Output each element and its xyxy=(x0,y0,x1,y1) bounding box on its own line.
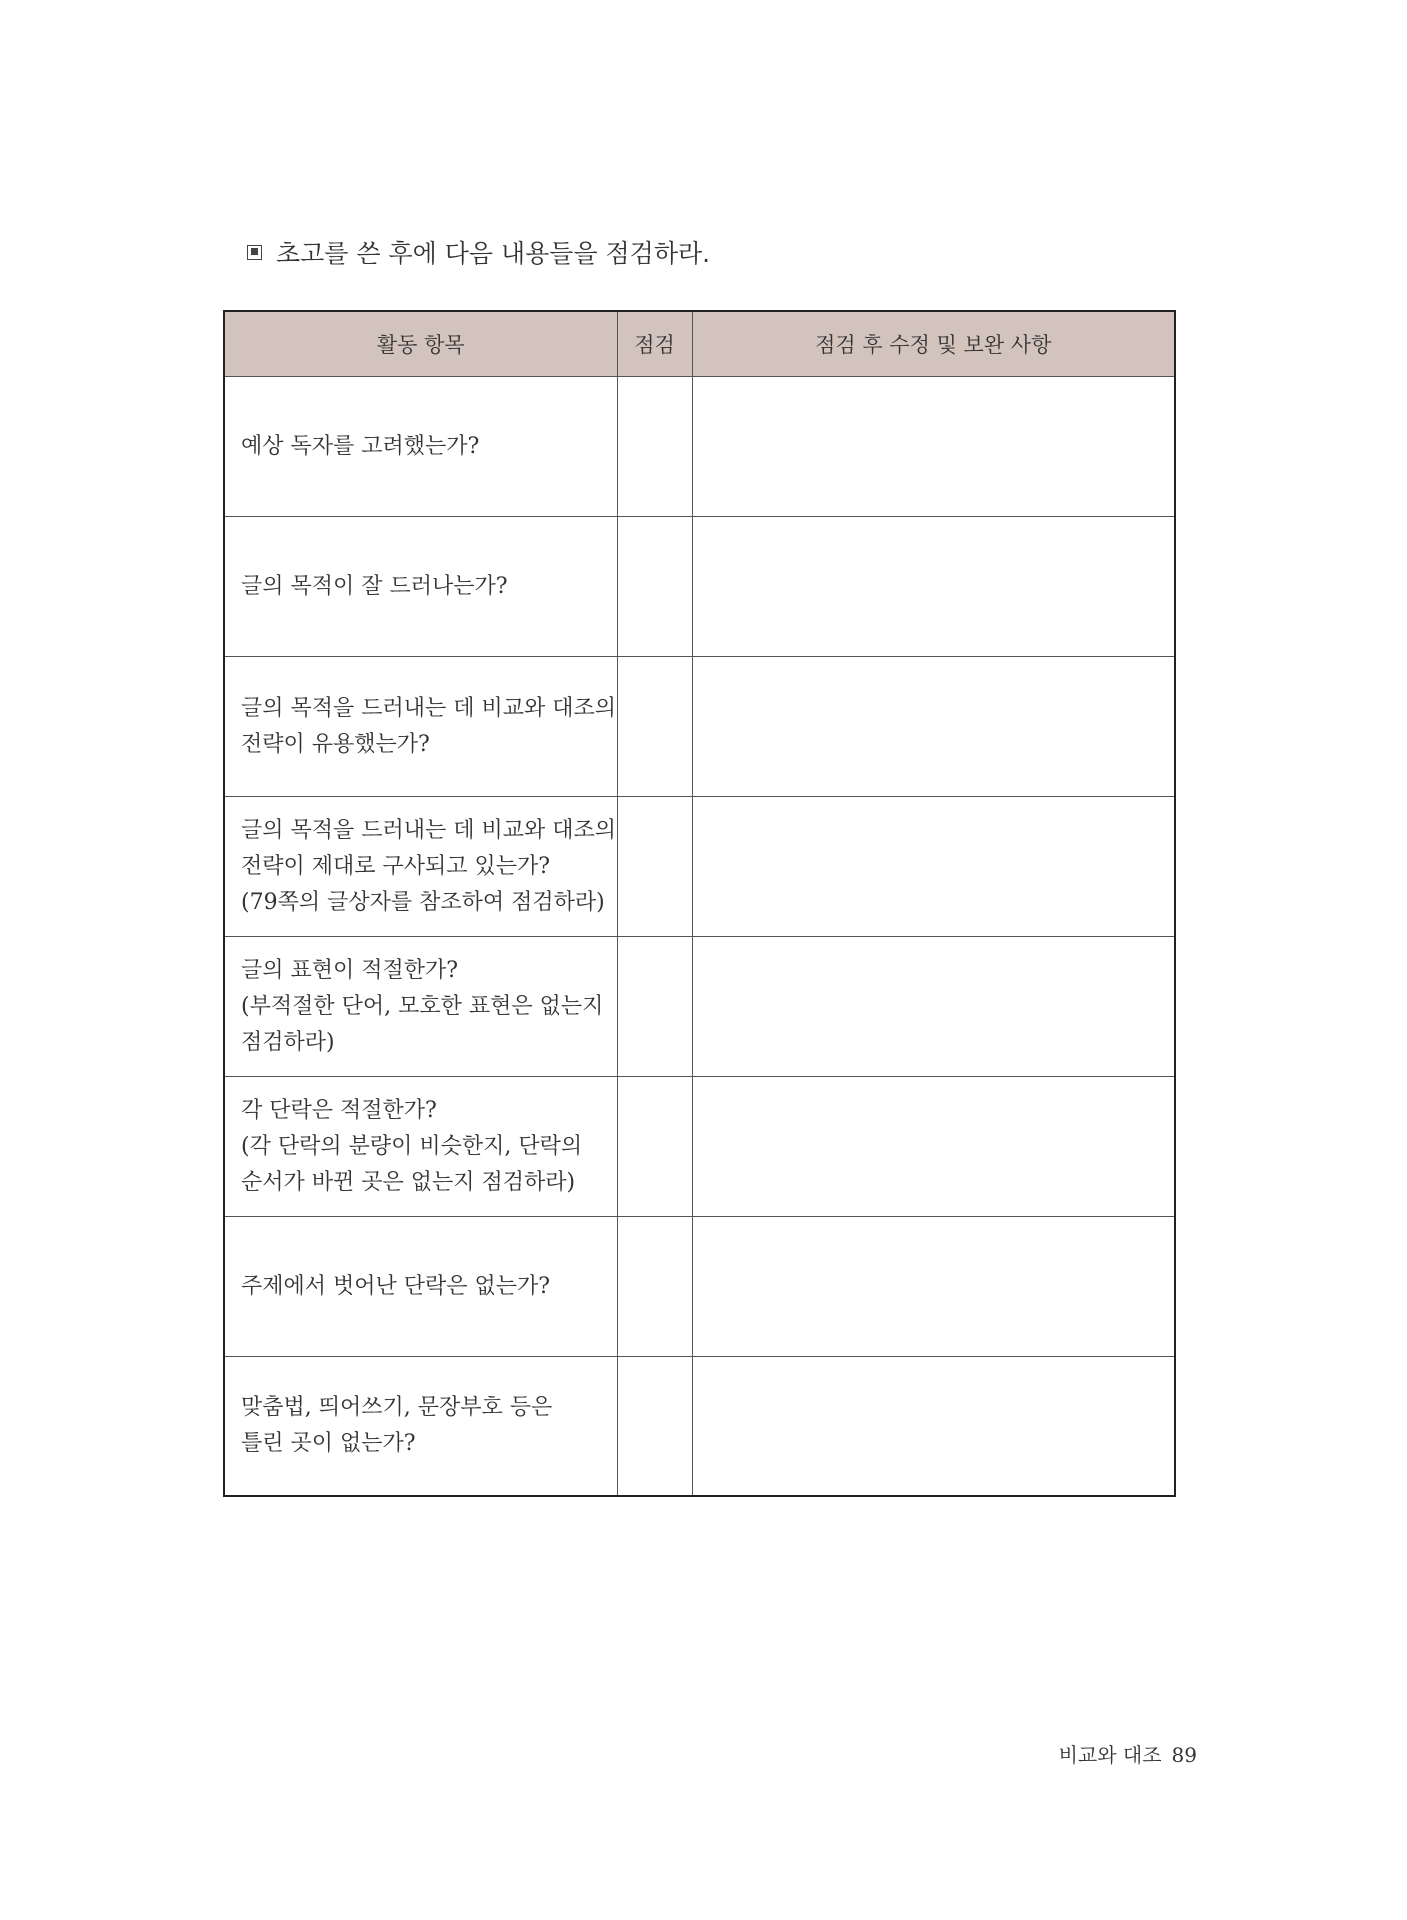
activity-cell xyxy=(224,1357,617,1497)
check-cell[interactable] xyxy=(617,377,692,517)
activity-cell xyxy=(224,797,617,937)
activity-line: 점검하라) xyxy=(241,1029,335,1055)
revision-cell[interactable] xyxy=(692,657,1175,797)
header-check: 점검 xyxy=(617,311,692,377)
activity-line: (79쪽의 글상자를 참조하여 점검하라) xyxy=(241,889,605,915)
activity-line: 글의 목적을 드러내는 데 비교와 대조의 xyxy=(241,817,616,843)
activity-line: 틀린 곳이 없는가? xyxy=(241,1431,416,1456)
table-row xyxy=(224,937,1175,1077)
activity-line: 글의 목적이 잘 드러나는가? xyxy=(241,573,508,599)
activity-cell xyxy=(224,1077,617,1217)
activity-line: 전략이 제대로 구사되고 있는가? xyxy=(241,853,551,879)
activity-line: (부적절한 단어, 모호한 표현은 없는지 xyxy=(241,993,604,1019)
table-row xyxy=(224,517,1175,657)
activity-line: 순서가 바뀐 곳은 없는지 점검하라) xyxy=(241,1169,576,1195)
check-cell[interactable] xyxy=(617,797,692,937)
check-cell[interactable] xyxy=(617,1077,692,1217)
footer-section-title: 비교와 대조 xyxy=(1058,1743,1162,1767)
revision-cell[interactable] xyxy=(692,517,1175,657)
check-cell[interactable] xyxy=(617,657,692,797)
activity-line: 전략이 유용했는가? xyxy=(241,731,430,757)
activity-line: 글의 목적을 드러내는 데 비교와 대조의 xyxy=(241,695,616,721)
table-row xyxy=(224,1217,1175,1357)
activity-cell xyxy=(224,377,617,517)
activity-line: 예상 독자를 고려했는가? xyxy=(241,433,480,459)
checklist-table xyxy=(223,310,1176,1497)
check-cell[interactable] xyxy=(617,1217,692,1357)
header-row xyxy=(224,311,1175,377)
activity-line: (각 단락의 분량이 비슷한지, 단락의 xyxy=(241,1133,583,1159)
activity-line: 각 단락은 적절한가? xyxy=(241,1097,437,1123)
revision-cell[interactable] xyxy=(692,1077,1175,1217)
check-cell[interactable] xyxy=(617,517,692,657)
table-row xyxy=(224,1357,1175,1497)
revision-cell[interactable] xyxy=(692,1217,1175,1357)
table-row xyxy=(224,1077,1175,1217)
table-row xyxy=(224,377,1175,517)
header-activity: 활동 항목 xyxy=(224,311,617,377)
activity-cell xyxy=(224,657,617,797)
header-revision: 점검 후 수정 및 보완 사항 xyxy=(692,311,1175,377)
revision-cell[interactable] xyxy=(692,797,1175,937)
revision-cell[interactable] xyxy=(692,377,1175,517)
revision-cell[interactable] xyxy=(692,937,1175,1077)
page-number: 89 xyxy=(1171,1743,1197,1767)
activity-cell xyxy=(224,517,617,657)
revision-cell[interactable] xyxy=(692,1357,1175,1497)
square-bullet-icon xyxy=(247,245,262,260)
check-cell[interactable] xyxy=(617,1357,692,1497)
activity-cell xyxy=(224,937,617,1077)
activity-line: 맞춤법, 띄어쓰기, 문장부호 등은 xyxy=(241,1395,553,1420)
instruction-text: 초고를 쓴 후에 다음 내용들을 점검하라. xyxy=(276,239,711,268)
activity-cell xyxy=(224,1217,617,1357)
activity-line: 주제에서 벗어난 단락은 없는가? xyxy=(241,1273,551,1299)
table-row xyxy=(224,797,1175,937)
activity-line: 글의 표현이 적절한가? xyxy=(241,957,459,983)
table-row xyxy=(224,657,1175,797)
instruction xyxy=(247,232,710,272)
check-cell[interactable] xyxy=(617,937,692,1077)
page-footer xyxy=(1059,1739,1197,1768)
